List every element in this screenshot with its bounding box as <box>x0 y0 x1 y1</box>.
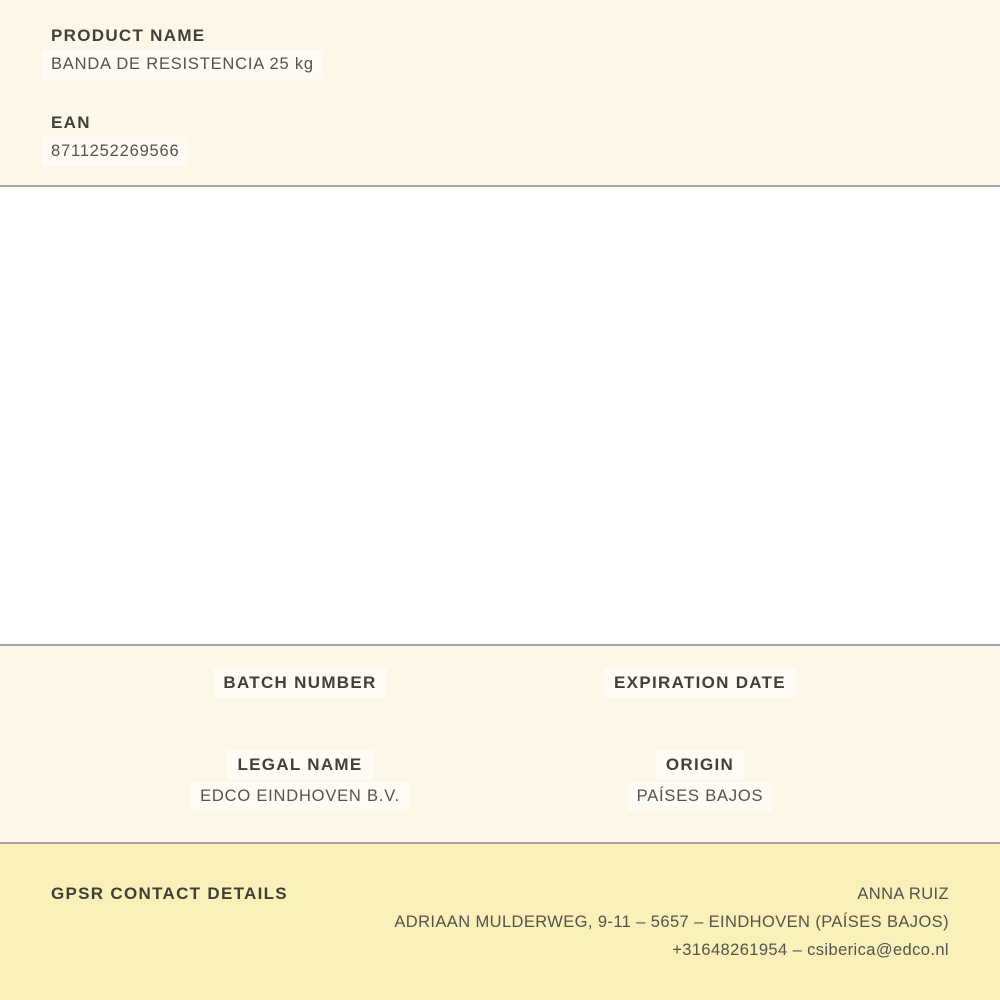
details-grid <box>100 668 900 811</box>
product-name-field <box>51 26 949 79</box>
product-image-area <box>0 187 1000 644</box>
product-name-value: BANDA DE RESISTENCIA 25 kg <box>42 50 323 79</box>
product-info-section <box>0 0 1000 185</box>
ean-field <box>51 113 949 166</box>
product-details-section <box>0 646 1000 842</box>
legal-name-label: LEGAL NAME <box>227 750 372 780</box>
expiration-date-label: EXPIRATION DATE <box>604 668 796 698</box>
gpsr-contact-phone-email: +31648261954 – csiberica@edco.nl <box>672 941 949 959</box>
ean-label: EAN <box>51 113 91 132</box>
gpsr-contact-address: ADRIAAN MULDERWEG, 9-11 – 5657 – EINDHOVEN (PAÍSES BAJOS) <box>394 913 949 931</box>
origin-value: PAÍSES BAJOS <box>628 782 773 811</box>
legal-name-value: EDCO EINDHOVEN B.V. <box>191 782 409 811</box>
ean-value: 8711252269566 <box>42 137 188 166</box>
expiration-date-field <box>500 668 900 700</box>
legal-name-field <box>100 750 500 811</box>
batch-number-field <box>100 668 500 700</box>
origin-field <box>500 750 900 811</box>
gpsr-contact-section <box>0 844 1000 1000</box>
batch-number-label: BATCH NUMBER <box>213 668 386 698</box>
gpsr-contact-title: GPSR CONTACT DETAILS <box>51 884 288 903</box>
origin-label: ORIGIN <box>656 750 744 780</box>
gpsr-contact-name: ANNA RUIZ <box>857 885 949 903</box>
gpsr-contact-block <box>394 880 949 964</box>
product-name-label: PRODUCT NAME <box>51 26 206 45</box>
